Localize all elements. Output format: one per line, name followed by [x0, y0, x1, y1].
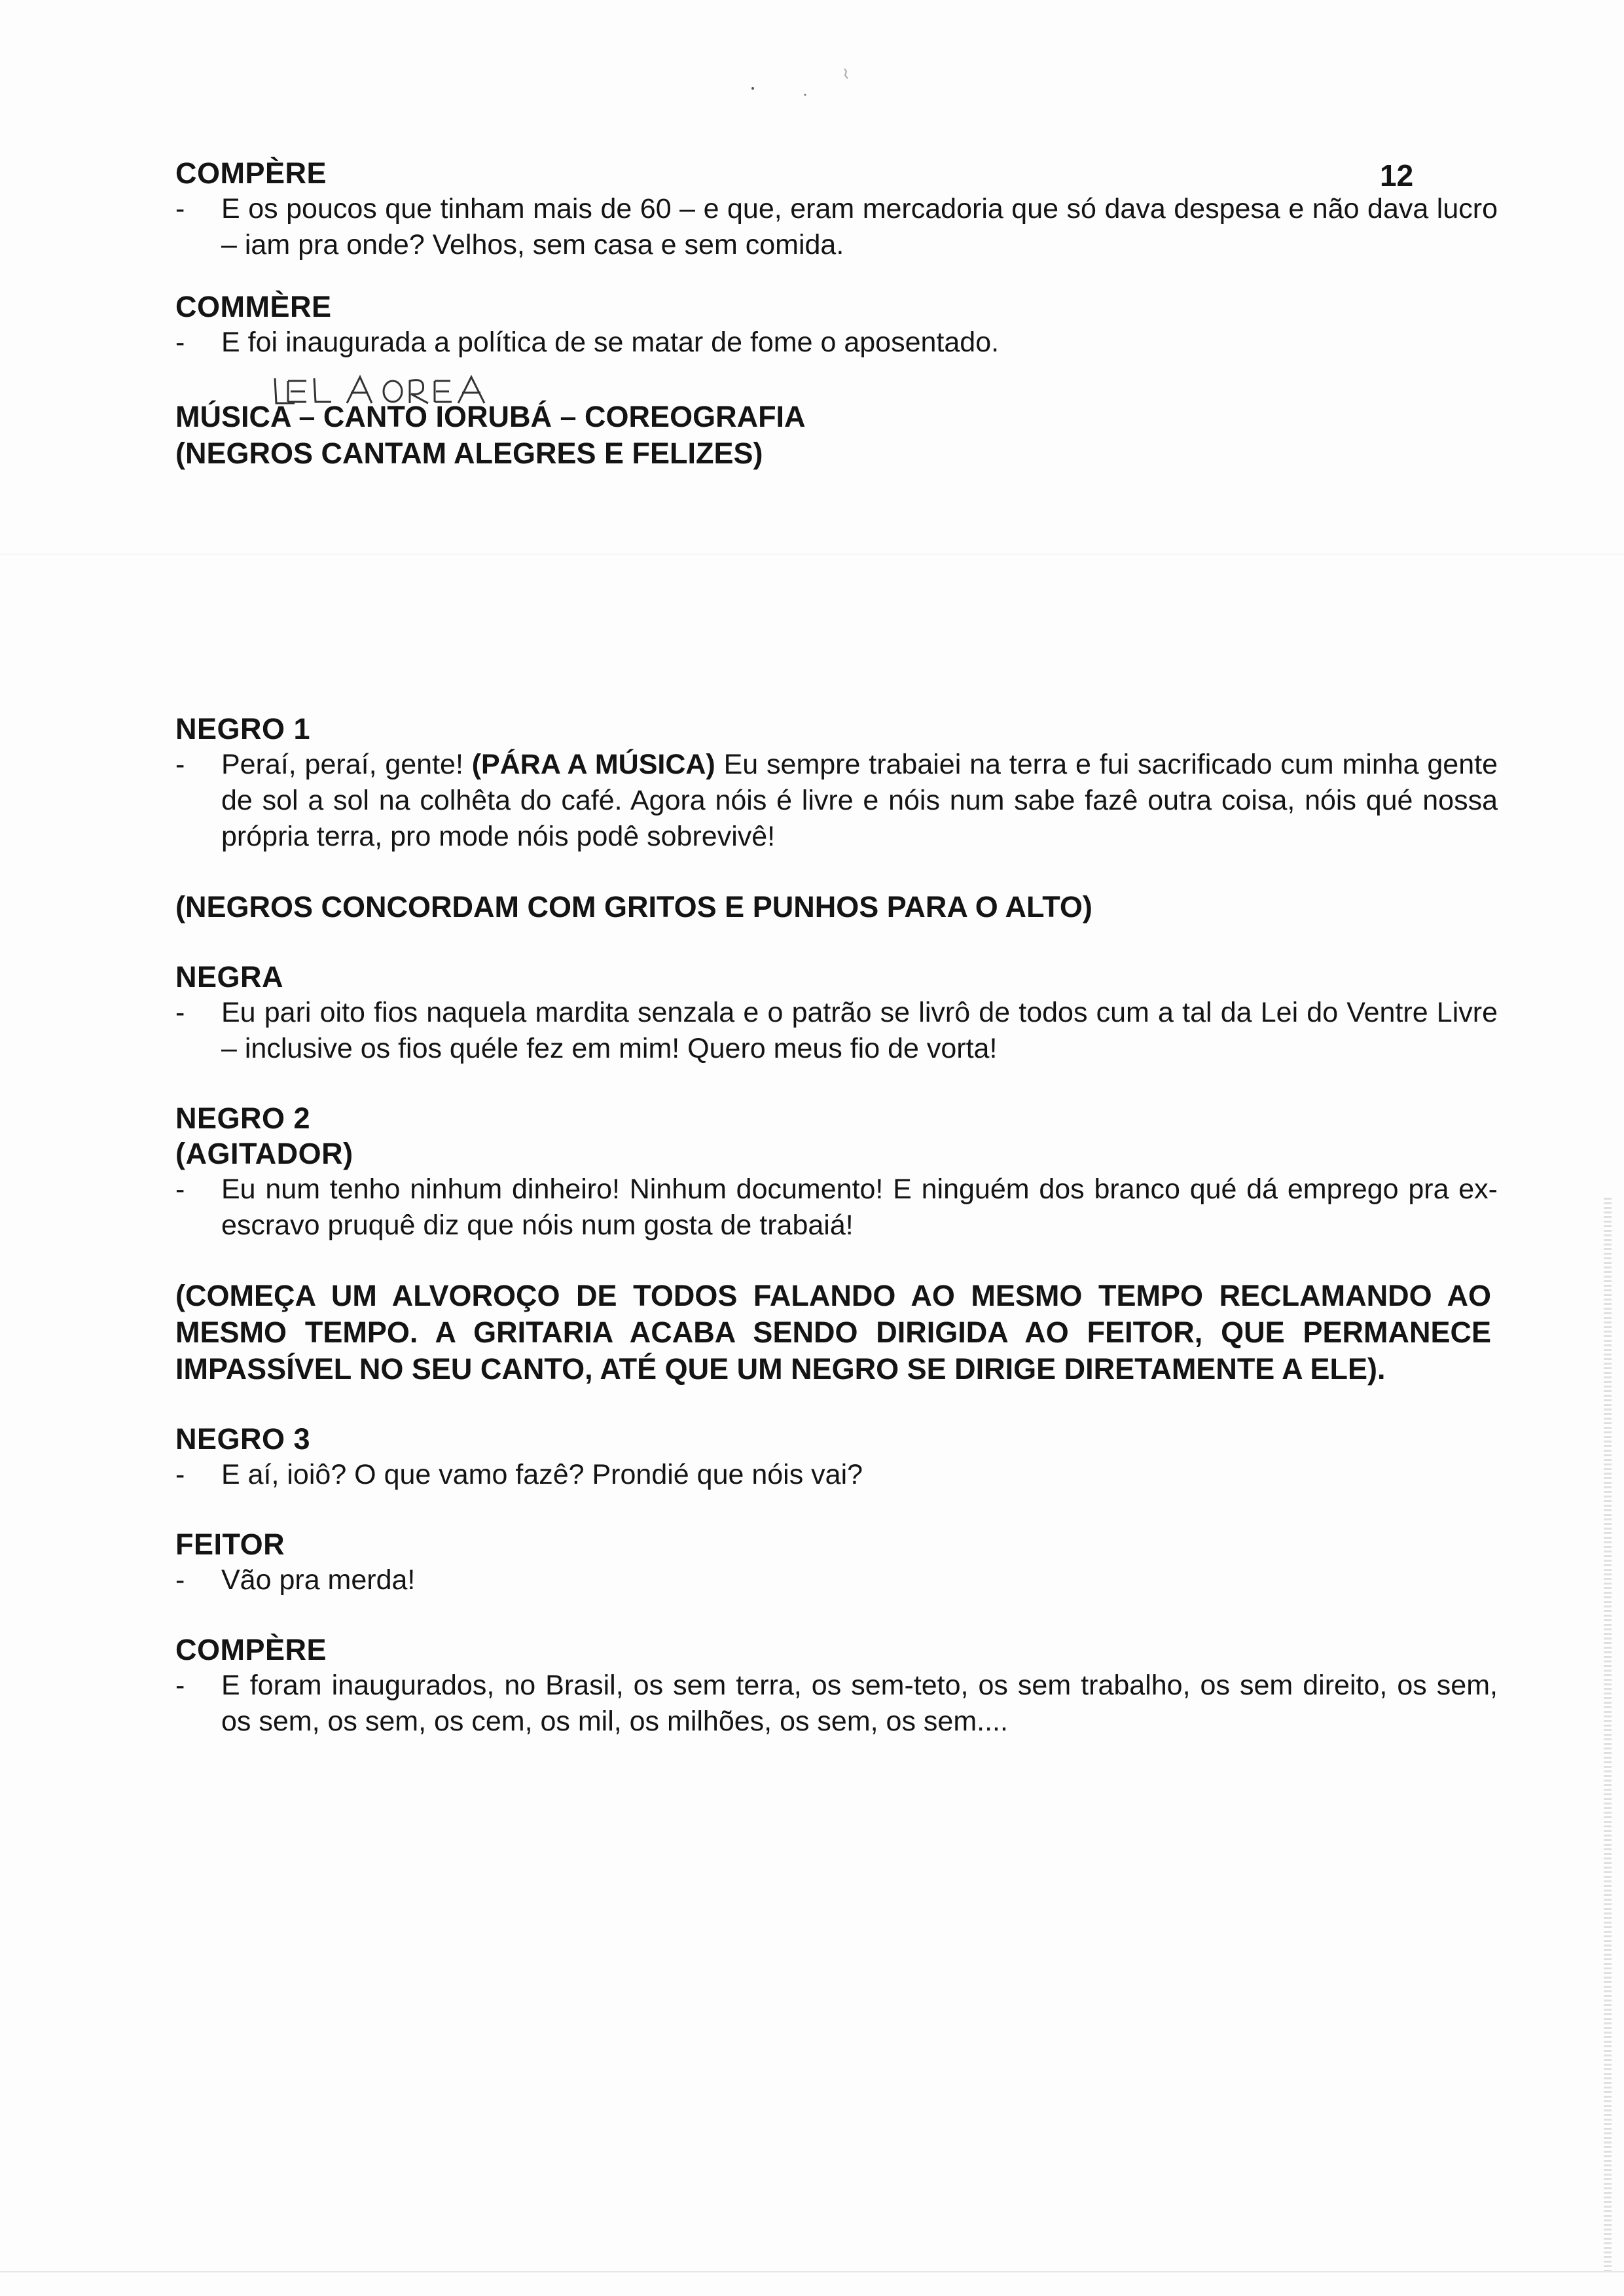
dialogue-line: [175, 1668, 1498, 1740]
dialogue-dash: -: [175, 1670, 185, 1701]
speaker-name: NEGRO 2: [175, 1102, 311, 1135]
page-number: 12: [1380, 158, 1414, 192]
dialogue-text: Vão pra merda!: [221, 1564, 416, 1596]
speaker-name: NEGRO 1: [175, 712, 311, 745]
music-title: MÚSICA – CANTO IORUBÁ – COREOGRAFIA: [175, 400, 806, 433]
scan-bottom-line: [0, 2271, 1624, 2272]
dialogue-dash: -: [175, 193, 185, 224]
dialogue-text: E os poucos que tinham mais de 60 – e que, eram mercadoria que só dava despesa e não dava lucro – iam pra onde? Velhos, sem casa e sem comida.: [221, 193, 1498, 260]
dialogue-line: [175, 1562, 1498, 1598]
dialogue-dash: -: [175, 1174, 185, 1205]
dialogue-negro-1: [175, 711, 1498, 855]
dialogue-dash: -: [175, 749, 185, 780]
dialogue-text: E aí, ioiô? O que vamo fazê? Prondié que nóis vai?: [221, 1459, 863, 1490]
dialogue-text-start: Peraí, peraí, gente!: [221, 749, 472, 780]
scan-specks: [733, 65, 864, 111]
dialogue-text: E foi inaugurada a política de se matar de fome o aposentado.: [221, 327, 1000, 358]
dialogue-line: [175, 995, 1498, 1067]
speaker-name: NEGRO 3: [175, 1422, 311, 1456]
stage-direction-inline: (PÁRA A MÚSICA): [471, 749, 715, 780]
dialogue-text-end: Eu sempre trabaiei na terra e fui sacrificado cum minha gente de sol a sol na colhêta do café. Agora nóis é livre e nóis num sabe fazê outra coisa, nóis qué nossa própria terra, pro mode nóis podê sobrevivê!: [221, 749, 1498, 852]
speaker-name: COMMÈRE: [175, 290, 332, 323]
dialogue-compere-2: [175, 1632, 1498, 1740]
dialogue-negra: [175, 960, 1498, 1067]
dialogue-negro-2: [175, 1101, 1498, 1244]
speaker-name: COMPÈRE: [175, 156, 327, 190]
dialogue-compere: [175, 156, 1498, 263]
dialogue-line: [175, 191, 1498, 263]
speaker-role: (AGITADOR): [175, 1137, 353, 1170]
dialogue-negro-3: [175, 1422, 1498, 1493]
scan-edge-artifact: [1604, 1198, 1612, 2271]
stage-direction-1: (NEGROS CONCORDAM COM GRITOS E PUNHOS PARA O ALTO): [175, 890, 1092, 924]
dialogue-line: [175, 325, 1498, 361]
dialogue-text: Eu pari oito fios naquela mardita senzala e o patrão se livrô de todos cum a tal da Lei do Ventre Livre – inclusive os fios quéle fez em mim! Quero meus fio de vorta!: [221, 997, 1498, 1064]
speaker-name: NEGRA: [175, 960, 284, 994]
dialogue-line: [175, 1172, 1498, 1244]
dialogue-feitor: [175, 1527, 1498, 1598]
dialogue-commere: [175, 289, 1498, 361]
speaker-name: FEITOR: [175, 1528, 285, 1561]
dialogue-dash: -: [175, 1564, 185, 1596]
stage-direction-2: (COMEÇA UM ALVOROÇO DE TODOS FALANDO AO MESMO TEMPO RECLAMANDO AO MESMO TEMPO. A GRITARIA ACABA SENDO DIRIGIDA AO FEITOR, QUE PERMANECE IMPASSÍVEL NO SEU CANTO, ATÉ QUE UM NEGRO SE DIRIGE DIRETAMENTE A ELE).: [175, 1279, 1491, 1386]
dialogue-text: Eu num tenho ninhum dinheiro! Ninhum documento! E ninguém dos branco qué dá emprego pra ex-escravo pruquê diz que nóis num gosta de trabaiá!: [221, 1174, 1498, 1241]
script-body: [175, 156, 1498, 1740]
dialogue-text: [221, 747, 1498, 855]
speaker-name: COMPÈRE: [175, 1633, 327, 1666]
dialogue-line: [175, 1457, 1498, 1493]
music-direction: (NEGROS CANTAM ALEGRES E FELIZES): [175, 437, 763, 470]
dialogue-text: E foram inaugurados, no Brasil, os sem terra, os sem-teto, os sem trabalho, os sem direito, os sem, os sem, os sem, os cem, os mil, os milhões, os sem, os sem....: [221, 1670, 1498, 1737]
dialogue-dash: -: [175, 327, 185, 358]
dialogue-dash: -: [175, 997, 185, 1028]
dialogue-line: [175, 747, 1498, 855]
dialogue-dash: -: [175, 1459, 185, 1490]
music-cue: [175, 399, 1498, 472]
